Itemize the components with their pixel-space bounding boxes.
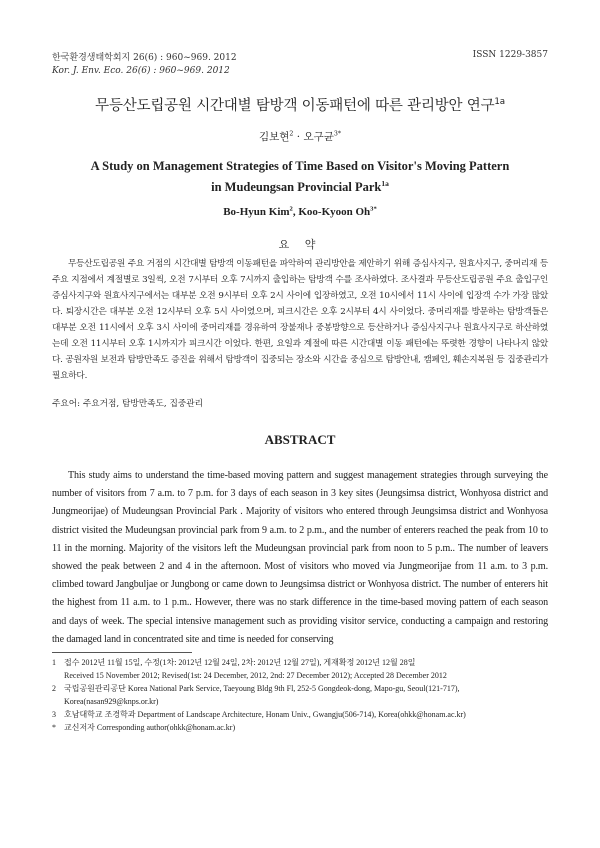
author-separator-en: , bbox=[292, 206, 299, 218]
abstract-en-body: This study aims to understand the time-based moving pattern and suggest management strategies through surveying the number of visitors from 7 a.m. to 7 p.m. for 3 days of each season in 3 key sites (Jeungsimsa district, Wonhyosa district and Jungmeorijae) of Mudeungsan Provincial Park . Majority of visitors who entered through Jeungsimsa district and Wonhyosa district visited the Mudeungsan provincial park from 9 a.m. to 2 p.m., and the number of enterers reached the peak from 10 to 11 in the morning. Majority of the visitors left the Mudeungsan provincial park from noon to 5 p.m.. The number of leavers showed the peak between 2 and 4 in the afternoon. Most of visitors who moved via Jungmeorijae from 11 a.m. to 3 p.m. climbed toward Jangbuljae or Jungbong or came down to Jeungsimsa district or Wonhyosa district. The number of enterers hit the highest from 11 a.m. to 1 p.m.. However, there was no stark difference in the time-based moving pattern of each season and days of week. The special intensive management such as providing visitor service, conducting a campaign and restoring the damaged land in concentrated site and time is needed for conserving bbox=[52, 470, 548, 645]
footnote bbox=[52, 656, 560, 682]
footnote-line: 접수 2012년 11월 15일, 수정(1차: 2012년 12월 24일, 2차: 2012년 12월 27일), 게재확정 2012년 12월 28일 bbox=[64, 658, 416, 667]
author-2-en: Koo-Kyoon Oh bbox=[298, 206, 371, 218]
footnote-line: Korea(nasan929@knps.or.kr) bbox=[64, 697, 159, 706]
footnote-marker: 1 bbox=[52, 658, 56, 667]
authors-english bbox=[40, 206, 560, 218]
footnote-line: 호남대학교 조경학과 Department of Landscape Architecture, Honam Univ., Gwangju(506-714), Korea(ohkk@honam.ac.kr) bbox=[64, 710, 466, 719]
author-1-ko-mark: 2 bbox=[289, 130, 294, 138]
author-2-ko-mark: 3* bbox=[333, 130, 342, 138]
keywords-ko: 주요어: 주요거점, 탐방만족도, 집중관리 bbox=[52, 399, 204, 409]
author-1-en: Bo-Hyun Kim bbox=[223, 206, 290, 218]
footnote-text bbox=[64, 656, 560, 682]
title-english-line-1: A Study on Management Strategies of Time Based on Visitor's Moving Pattern bbox=[90, 159, 510, 173]
title-korean-footnote-mark: 1a bbox=[494, 97, 505, 108]
journal-citation-en: Kor. J. Env. Eco. 26(6) : 960~969. 2012 bbox=[52, 66, 230, 76]
authors-korean bbox=[40, 129, 560, 144]
footnote bbox=[52, 708, 560, 721]
footnote-marker: 3 bbox=[52, 710, 56, 719]
abstract-ko-body: 무등산도립공원 주요 거점의 시간대별 탐방객 이동패턴을 파악하여 관리방안을 제안하기 위해 증심사지구, 원효사지구, 중머리재 등 주요 지점에서 계절별로 3일씩, 오전 7시부터 오후 7시까지 출입하는 탐방객 수를 조사하였다. 조사결과 무등산도립공원 주요 출입구인 증심사지구와 원효사지구에서는 대부분 오전 9시부터 오후 2시 사이에 입장하였고, 오전 10시에서 11시 사이에 입장객 수가 가장 많았다. 퇴장시간은 대부분 오전 12시부터 오후 5시 사이였으며, 피크시간은 오후 2시부터 4시 사이었다. 중머리재를 방문하는 탐방객들은 대부분 오전 11시에서 오후 3시 사이에 중머리재를 경유하여 장불재나 중봉방향으로 등산하거나 증심사지구나 원효사지구로 하산하였는데 오전 11시부터 오후 1시까지가 피크시간 이었다. 한편, 요일과 계절에 따른 시간대별 이동 패턴에는 뚜렷한 경향이 나타나지 않았다. 공원자원 보전과 탐방만족도 증진을 위해서 탐방객이 집중되는 장소와 시간을 중심으로 탐방안내, 캠페인, 훼손지복원 등 집중관리가 필요하다. bbox=[52, 259, 548, 381]
footnote bbox=[52, 682, 560, 708]
footnote bbox=[52, 721, 560, 734]
footnote-text bbox=[64, 721, 560, 734]
abstract-en-heading: ABSTRACT bbox=[264, 432, 336, 447]
footnote-text bbox=[64, 708, 560, 721]
title-korean-text: 무등산도립공원 시간대별 탐방객 이동패턴에 따른 관리방안 연구 bbox=[95, 98, 495, 114]
title-english-line-2-wrap bbox=[40, 177, 560, 198]
issn: ISSN 1229-3857 bbox=[472, 50, 548, 60]
footnotes bbox=[52, 656, 560, 734]
author-1-en-mark: 2 bbox=[289, 205, 293, 213]
footnote-line: 국립공원관리공단 Korea National Park Service, Taeyoung Bldg 9th Fl, 252-5 Gongdeok-dong, Mapo-gu, Seoul(121-717), bbox=[64, 684, 460, 693]
author-separator-ko: · bbox=[293, 131, 304, 143]
journal-header bbox=[52, 50, 548, 76]
journal-citation-ko: 한국환경생태학회지 26(6) : 960~969. 2012 bbox=[52, 53, 237, 63]
abstract-ko-heading: 요 약 bbox=[278, 238, 322, 251]
title-english-line-2: in Mudeungsan Provincial Park bbox=[211, 180, 382, 194]
author-1-ko: 김보현 bbox=[258, 131, 290, 143]
author-2-en-mark: 3* bbox=[370, 205, 377, 213]
footnote-divider bbox=[52, 652, 192, 653]
footnote-text bbox=[64, 682, 560, 708]
footnote-marker: * bbox=[52, 723, 56, 732]
footnote-line: 교신저자 Corresponding author(ohkk@honam.ac.kr) bbox=[64, 723, 236, 732]
footnote-line: Received 15 November 2012; Revised(1st: 24 December, 2012, 2nd: 27 December 2012); Accepted 28 December 2012 bbox=[64, 671, 447, 680]
title-english bbox=[40, 156, 560, 198]
author-2-ko: 오구균 bbox=[303, 131, 334, 143]
title-korean bbox=[40, 94, 560, 115]
title-english-footnote-mark: 1a bbox=[381, 178, 389, 188]
footnote-marker: 2 bbox=[52, 684, 56, 693]
